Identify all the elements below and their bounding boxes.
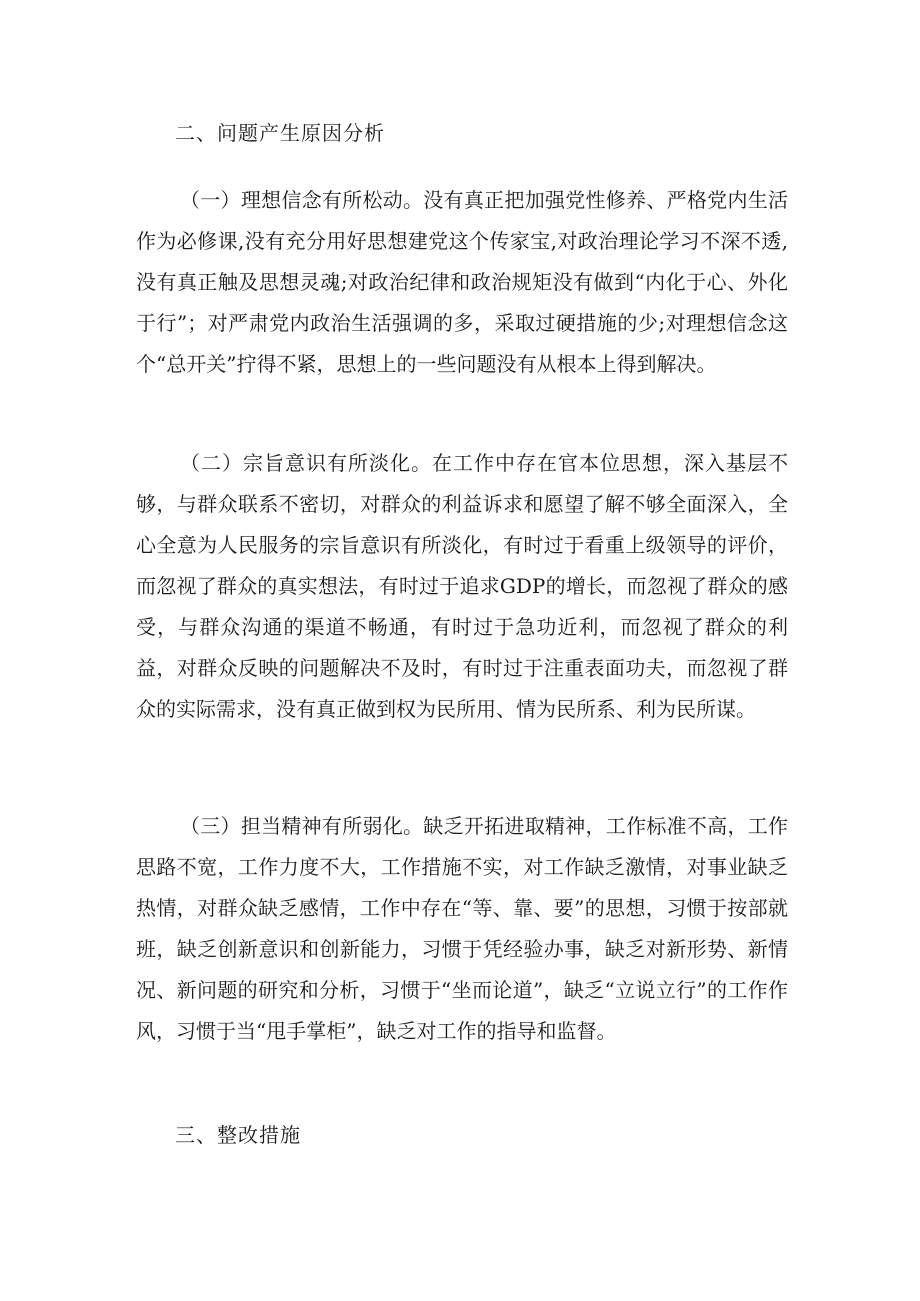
section-heading-causes: 二、问题产生原因分析 xyxy=(175,121,385,145)
paragraph-purpose-awareness: （二）宗旨意识有所淡化。在工作中存在官本位思想，深入基层不够，与群众联系不密切，对群众的利益诉求和愿望了解不够全面深入，全心全意为人民服务的宗旨意识有所淡化，有时过于看重上级领导的评价，而忽视了群众的真实想法，有时过于追求GDP的增长，而忽视了群众的感受，与群众沟通的渠道不畅通，有时过于急功近利，而忽视了群众的利益，对群众反映的问题解决不及时，有时过于注重表面功夫，而忽视了群众的实际需求，没有真正做到权为民所用、情为民所系、利为民所谋。 xyxy=(136,451,788,721)
paragraph-ideals-belief: （一）理想信念有所松动。没有真正把加强党性修养、严格党内生活作为必修课,没有充分用好思想建党这个传家宝,对政治理论学习不深不透,没有真正触及思想灵魂;对政治纪律和政治规矩没有做到“内化于心、外化于行”；对严肃党内政治生活强调的多，采取过硬措施的少;对理想信念这个“总开关”拧得不紧，思想上的一些问题没有从根本上得到解决。 xyxy=(136,188,788,376)
paragraph-responsibility-spirit: （三）担当精神有所弱化。缺乏开拓进取精神，工作标准不高，工作思路不宽，工作力度不大，工作措施不实，对工作缺乏激情，对事业缺乏热情，对群众缺乏感情，工作中存在“等、靠、要”的思想，习惯于按部就班，缺乏创新意识和创新能力，习惯于凭经验办事，缺乏对新形势、新情况、新问题的研究和分析，习惯于“坐而论道”，缺乏“立说立行”的工作作风，习惯于当“甩手掌柜”，缺乏对工作的指导和监督。 xyxy=(136,814,788,1043)
section-heading-rectification: 三、整改措施 xyxy=(175,1123,301,1147)
